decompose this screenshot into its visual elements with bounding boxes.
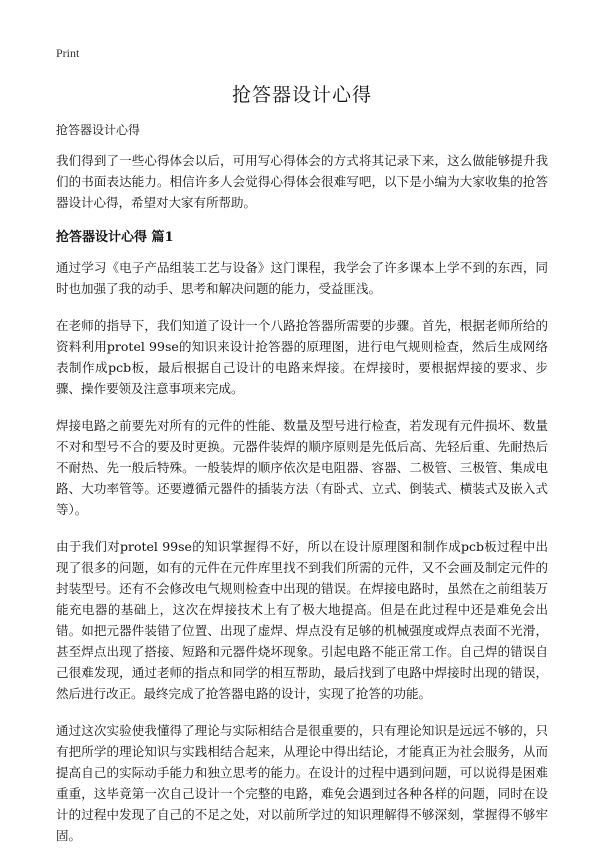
body-paragraph: 通过学习《电子产品组装工艺与设备》这门课程，我学会了许多课本上学不到的东西，同时也加强了我的动手、思考和解决问题的能力，受益匪浅。	[56, 260, 548, 296]
body-paragraph: 通过这次实验使我懂得了理论与实际相结合是很重要的，只有理论知识是远远不够的，只有把所学的理论知识与实践相结合起来，从理论中得出结论，才能真正为社会服务，从而提高自己的实际动手能力和独立思考的能力。在设计的过程中遇到问题，可以说得是困难重重，这毕竟第一次自己设计一个完整的电路，难免会遇到过各种各样的问题，同时在设计的过程中发现了自己的不足之处，对以前所学过的知识理解得不够深刻，掌握得不够牢固。	[56, 723, 548, 843]
body-paragraph: 在老师的指导下，我们知道了设计一个八路抢答器所需要的步骤。首先，根据老师所给的资料利用protel 99se的知识来设计抢答器的原理图，进行电气规则检查，然后生成网络表制作成pcb板，最后根据自己设计的电路来焊接。在焊接时，要根据焊接的要求、步骤、操作要领及注意事项来完成。	[56, 318, 548, 396]
intro-paragraph: 我们得到了一些心得体会以后，可用写心得体会的方式将其记录下来，这么做能够提升我们的书面表达能力。相信许多人会觉得心得体会很难写吧，以下是小编为大家收集的抢答器设计心得，希望对大家有所帮助。	[56, 153, 548, 210]
print-label[interactable]: Print	[56, 46, 80, 60]
document-body	[56, 150, 548, 862]
section-heading: 抢答器设计心得 篇1	[56, 230, 174, 245]
body-paragraph: 焊接电路之前要先对所有的元件的性能、数量及型号进行检查，若发现有元件损坏、数量不对和型号不合的要及时更换。元器件装焊的顺序原则是先低后高、先轻后重、先耐热后不耐热、先一般后特殊。一般装焊的顺序依次是电阻器、容器、二极管、三极管、集成电路、大功率管等。还要遵循元器件的插装方法（有卧式、立式、倒装式、横装式及嵌入式等）。	[56, 418, 548, 517]
body-paragraph: 由于我们对protel 99se的知识掌握得不好，所以在设计原理图和制作成pcb板过程中出现了很多的问题，如有的元件在元件库里找不到我们所需的元件，又不会画及制定元件的封装型号。还有不会修改电气规则检查中出现的错误。在焊接电路时，虽然在之前组装万能充电器的基础上，这次在焊接技术上有了极大地提高。但是在此过程中还是难免会出错。如把元器件装错了位置、出现了虚焊、焊点没有足够的机械强度或焊点表面不光滑，甚至焊点出现了搭接、短路和元器件烧坏现象。引起电路不能正常工作。自己焊的错误自己很难发现，通过老师的指点和同学的相互帮助，最后找到了电路中焊接时出现的错误，然后进行改正。最终完成了抢答器电路的设计，实现了抢答的功能。	[56, 539, 548, 701]
document-subtitle: 抢答器设计心得	[56, 123, 141, 137]
page-title: 抢答器设计心得	[231, 84, 372, 106]
